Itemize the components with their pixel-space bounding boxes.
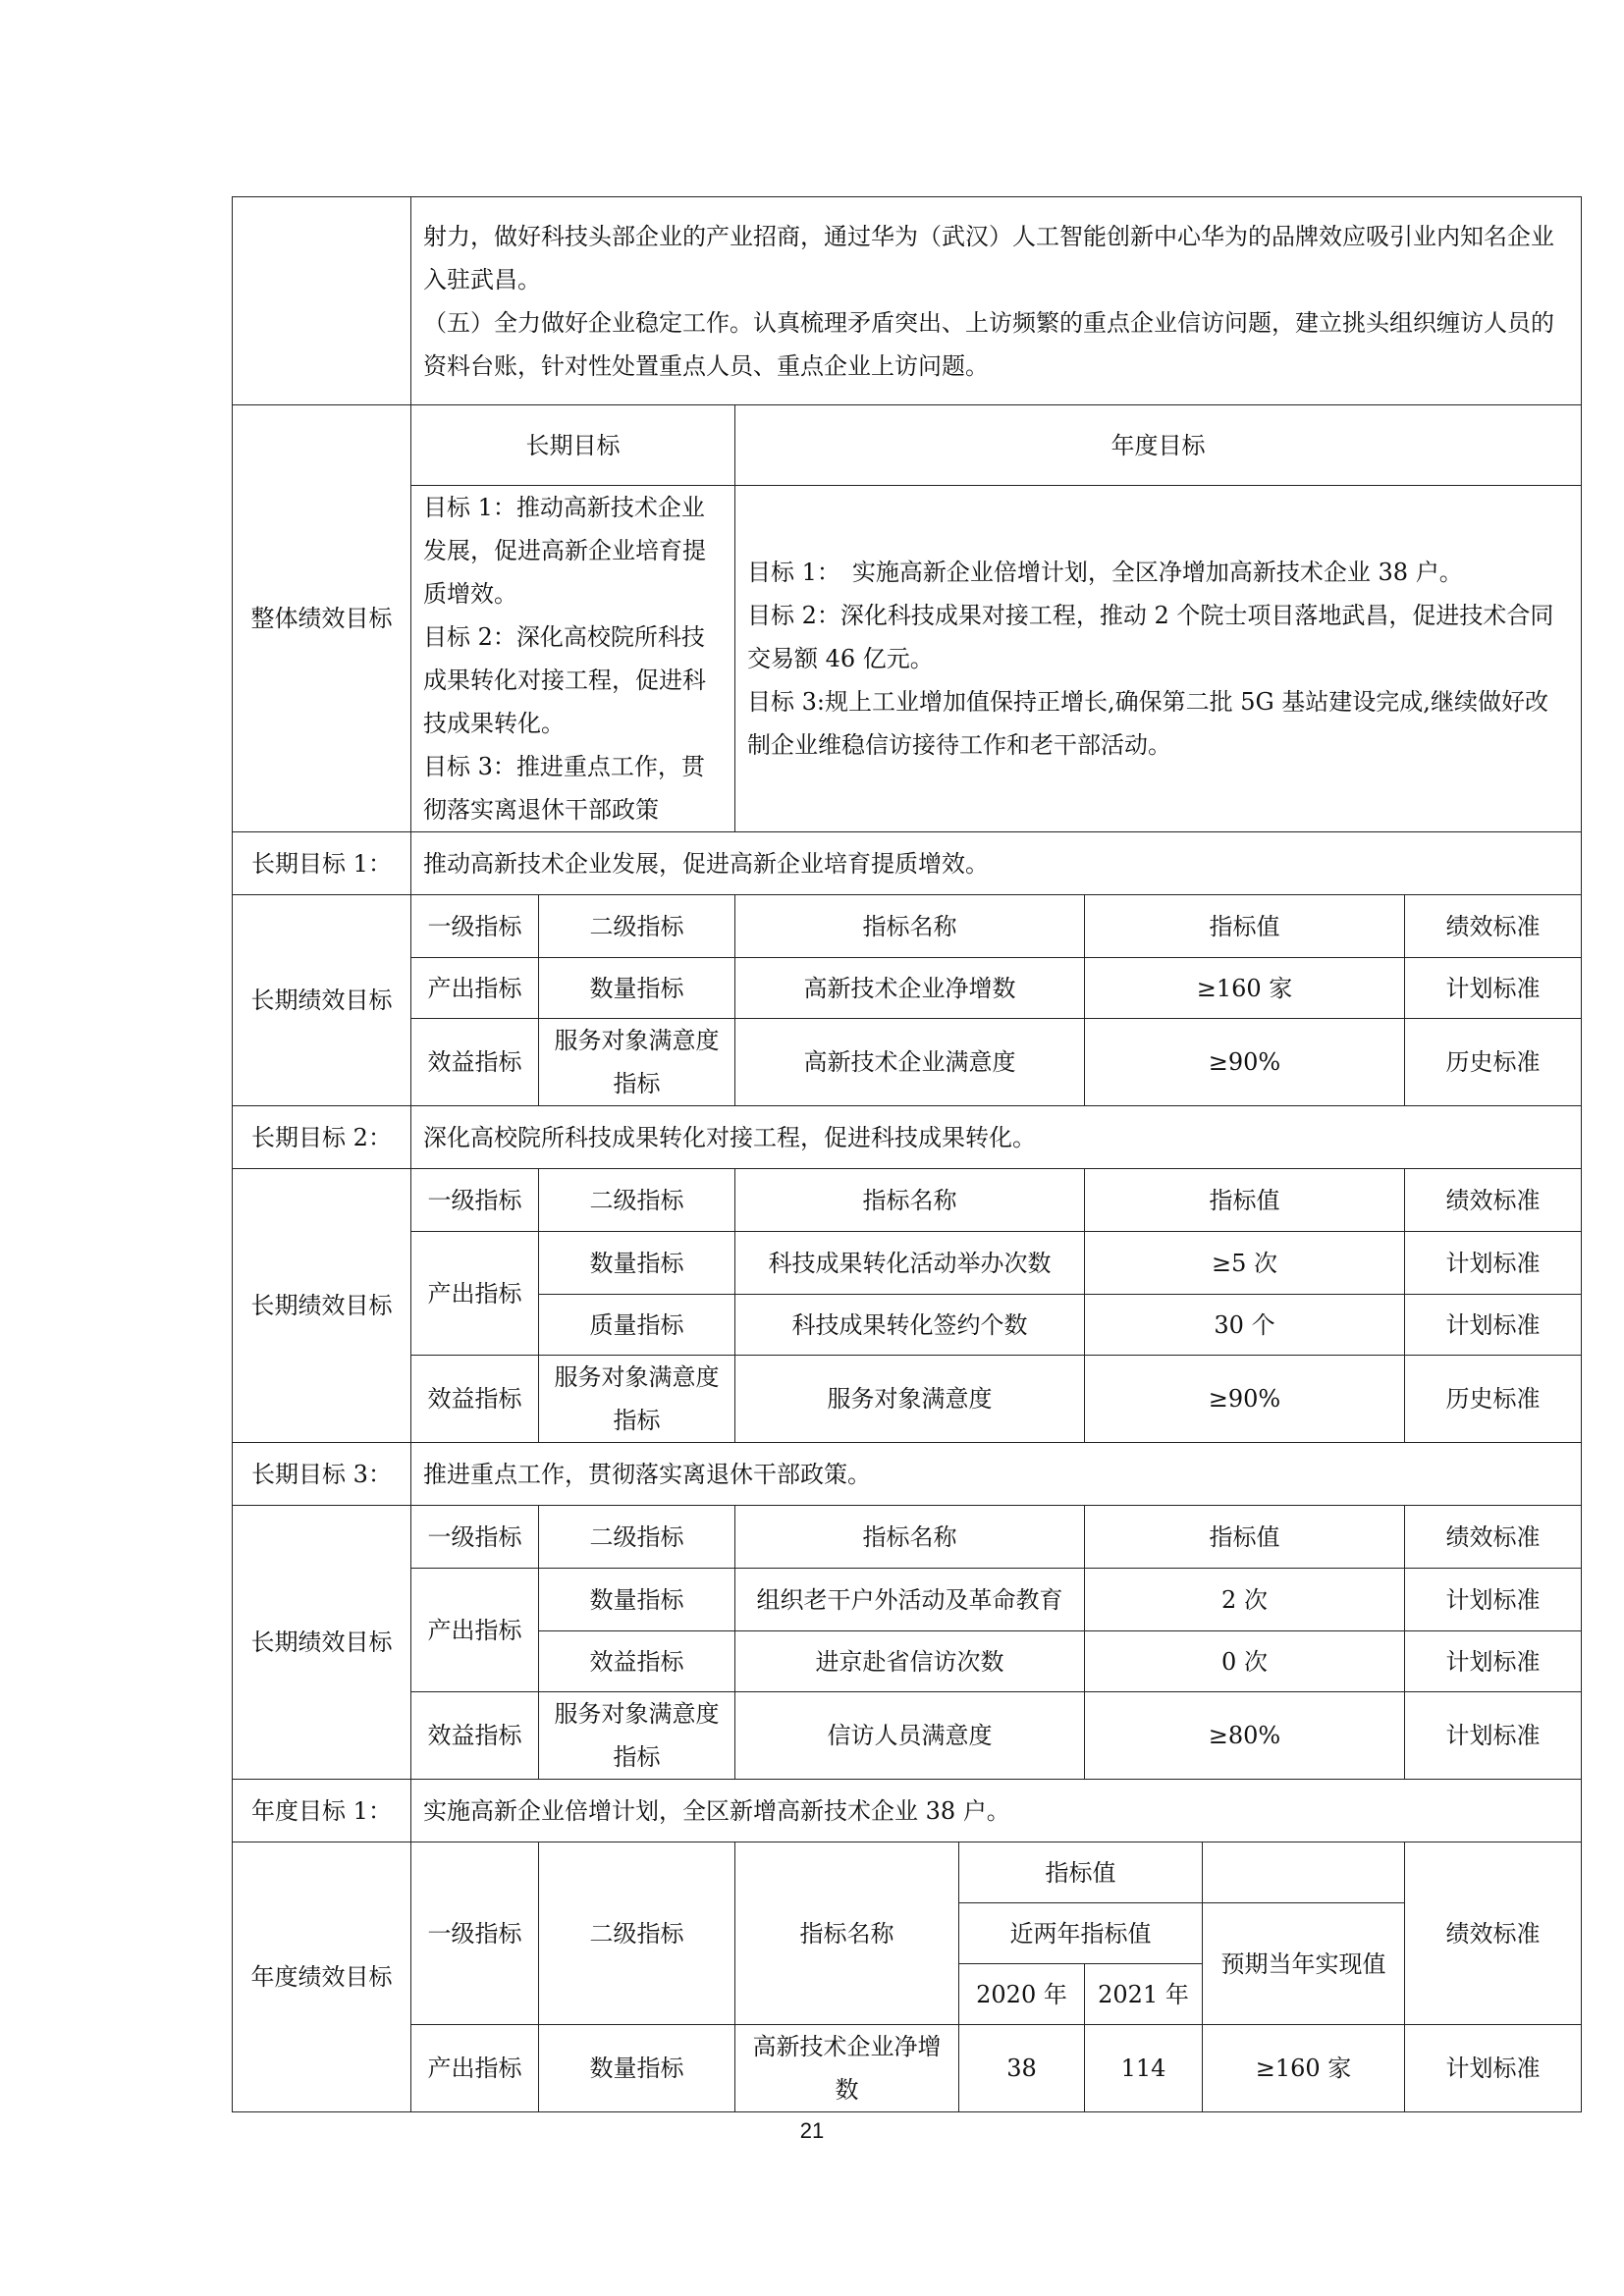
header-recent-two-years: 近两年指标值 [959, 1903, 1203, 1964]
header-value: 指标值 [959, 1842, 1203, 1903]
cell-name: 信访人员满意度 [735, 1692, 1085, 1780]
long-goal-list [411, 486, 735, 832]
header-level2: 二级指标 [539, 1169, 735, 1232]
long-perf-label: 长期绩效目标 [233, 895, 411, 1106]
long-goal-header: 长期目标 [411, 405, 735, 486]
cell-standard: 计划标准 [1405, 1295, 1582, 1356]
annual-goal-item: 目标 2：深化科技成果对接工程，推动 2 个院士项目落地武昌，促进技术合同交易额 46 亿元。 [747, 602, 1554, 672]
long-goal-item: 目标 1：推动高新技术企业发展，促进高新企业培育提质增效。 [423, 494, 706, 608]
blank-header-cell [1203, 1842, 1405, 1903]
overall-goal-label: 整体绩效目标 [233, 405, 411, 832]
long-goal-2-label: 长期目标 2： [233, 1106, 411, 1169]
intro-text-cell [411, 197, 1582, 405]
header-standard: 绩效标准 [1405, 895, 1582, 958]
cell-name: 科技成果转化签约个数 [735, 1295, 1085, 1356]
cell-standard: 计划标准 [1405, 1569, 1582, 1631]
cell-level2: 数量指标 [539, 958, 735, 1019]
cell-standard: 历史标准 [1405, 1019, 1582, 1106]
header-value: 指标值 [1085, 895, 1405, 958]
cell-level2: 服务对象满意度指标 [539, 1356, 735, 1443]
cell-level1: 效益指标 [411, 1019, 539, 1106]
cell-level2: 服务对象满意度指标 [539, 1019, 735, 1106]
header-value: 指标值 [1085, 1506, 1405, 1569]
long-goal-1-label: 长期目标 1： [233, 832, 411, 895]
annual-perf-label: 年度绩效目标 [233, 1842, 411, 2112]
annual-goal-1-label: 年度目标 1： [233, 1780, 411, 1842]
long-goal-3-text: 推进重点工作，贯彻落实离退休干部政策。 [411, 1443, 1582, 1506]
header-standard: 绩效标准 [1405, 1506, 1582, 1569]
annual-goal-item: 目标 1： 实施高新企业倍增计划，全区净增加高新技术企业 38 户。 [747, 559, 1463, 586]
cell-level1: 效益指标 [411, 1692, 539, 1780]
cell-level1: 产出指标 [411, 1569, 539, 1692]
header-level2: 二级指标 [539, 1842, 735, 2025]
cell-value: ≥80% [1085, 1692, 1405, 1780]
header-year-2020: 2020 年 [959, 1964, 1085, 2025]
cell-value: 0 次 [1085, 1631, 1405, 1692]
header-expected-value: 预期当年实现值 [1203, 1903, 1405, 2025]
cell-name: 组织老干户外活动及革命教育 [735, 1569, 1085, 1631]
cell-name: 进京赴省信访次数 [735, 1631, 1085, 1692]
cell-value-2021: 114 [1085, 2025, 1203, 2112]
cell-level1: 产出指标 [411, 2025, 539, 2112]
long-goal-item: 目标 3：推进重点工作，贯彻落实离退休干部政策 [423, 753, 705, 824]
cell-value: ≥5 次 [1085, 1232, 1405, 1295]
cell-value: ≥160 家 [1085, 958, 1405, 1019]
cell-standard: 计划标准 [1405, 1631, 1582, 1692]
cell-expected-value: ≥160 家 [1203, 2025, 1405, 2112]
long-perf-label: 长期绩效目标 [233, 1169, 411, 1443]
header-year-2021: 2021 年 [1085, 1964, 1203, 2025]
intro-paragraph: （五）全力做好企业稳定工作。认真梳理矛盾突出、上访频繁的重点企业信访问题，建立挑头组织缠访人员的资料台账，针对性处置重点人员、重点企业上访问题。 [423, 308, 1554, 380]
cell-value-2020: 38 [959, 2025, 1085, 2112]
cell-standard: 计划标准 [1405, 2025, 1582, 2112]
annual-goal-list [735, 486, 1582, 832]
cell-level1: 产出指标 [411, 958, 539, 1019]
cell-value: ≥90% [1085, 1019, 1405, 1106]
header-name: 指标名称 [735, 895, 1085, 958]
cell-level1: 产出指标 [411, 1232, 539, 1356]
annual-goal-1-text: 实施高新企业倍增计划，全区新增高新技术企业 38 户。 [411, 1780, 1582, 1842]
header-name: 指标名称 [735, 1169, 1085, 1232]
long-goal-item: 目标 2：深化高校院所科技成果转化对接工程，促进科技成果转化。 [423, 623, 706, 737]
long-goal-3-label: 长期目标 3： [233, 1443, 411, 1506]
cell-name: 高新技术企业满意度 [735, 1019, 1085, 1106]
header-standard: 绩效标准 [1405, 1842, 1582, 2025]
header-standard: 绩效标准 [1405, 1169, 1582, 1232]
header-level2: 二级指标 [539, 1506, 735, 1569]
cell-level2: 质量指标 [539, 1295, 735, 1356]
cell-name: 科技成果转化活动举办次数 [735, 1232, 1085, 1295]
cell-level2: 数量指标 [539, 2025, 735, 2112]
header-name: 指标名称 [735, 1842, 959, 2025]
cell-value: 2 次 [1085, 1569, 1405, 1631]
cell-level2: 数量指标 [539, 1232, 735, 1295]
header-name: 指标名称 [735, 1506, 1085, 1569]
cell-name: 服务对象满意度 [735, 1356, 1085, 1443]
performance-table [232, 196, 1582, 2112]
header-level1: 一级指标 [411, 1506, 539, 1569]
cell-value: ≥90% [1085, 1356, 1405, 1443]
cell-name: 高新技术企业净增数 [735, 958, 1085, 1019]
header-level1: 一级指标 [411, 1169, 539, 1232]
cell-standard: 计划标准 [1405, 1232, 1582, 1295]
cell-level2: 服务对象满意度指标 [539, 1692, 735, 1780]
cell-standard: 计划标准 [1405, 958, 1582, 1019]
annual-goal-item: 目标 3:规上工业增加值保持正增长,确保第二批 5G 基站建设完成,继续做好改制企业维稳信访接待工作和老干部活动。 [747, 688, 1548, 759]
long-goal-2-text: 深化高校院所科技成果转化对接工程，促进科技成果转化。 [411, 1106, 1582, 1169]
blank-label-cell [233, 197, 411, 405]
header-level2: 二级指标 [539, 895, 735, 958]
cell-level2: 数量指标 [539, 1569, 735, 1631]
intro-paragraph: 射力，做好科技头部企业的产业招商，通过华为（武汉）人工智能创新中心华为的品牌效应吸引业内知名企业入驻武昌。 [423, 222, 1554, 294]
cell-level2: 效益指标 [539, 1631, 735, 1692]
long-perf-label: 长期绩效目标 [233, 1506, 411, 1780]
cell-value: 30 个 [1085, 1295, 1405, 1356]
header-level1: 一级指标 [411, 1842, 539, 2025]
header-value: 指标值 [1085, 1169, 1405, 1232]
page-number: 21 [799, 2118, 825, 2143]
cell-standard: 历史标准 [1405, 1356, 1582, 1443]
long-goal-1-text: 推动高新技术企业发展，促进高新企业培育提质增效。 [411, 832, 1582, 895]
cell-standard: 计划标准 [1405, 1692, 1582, 1780]
annual-goal-header: 年度目标 [735, 405, 1582, 486]
header-level1: 一级指标 [411, 895, 539, 958]
cell-level1: 效益指标 [411, 1356, 539, 1443]
cell-name: 高新技术企业净增数 [735, 2025, 959, 2112]
